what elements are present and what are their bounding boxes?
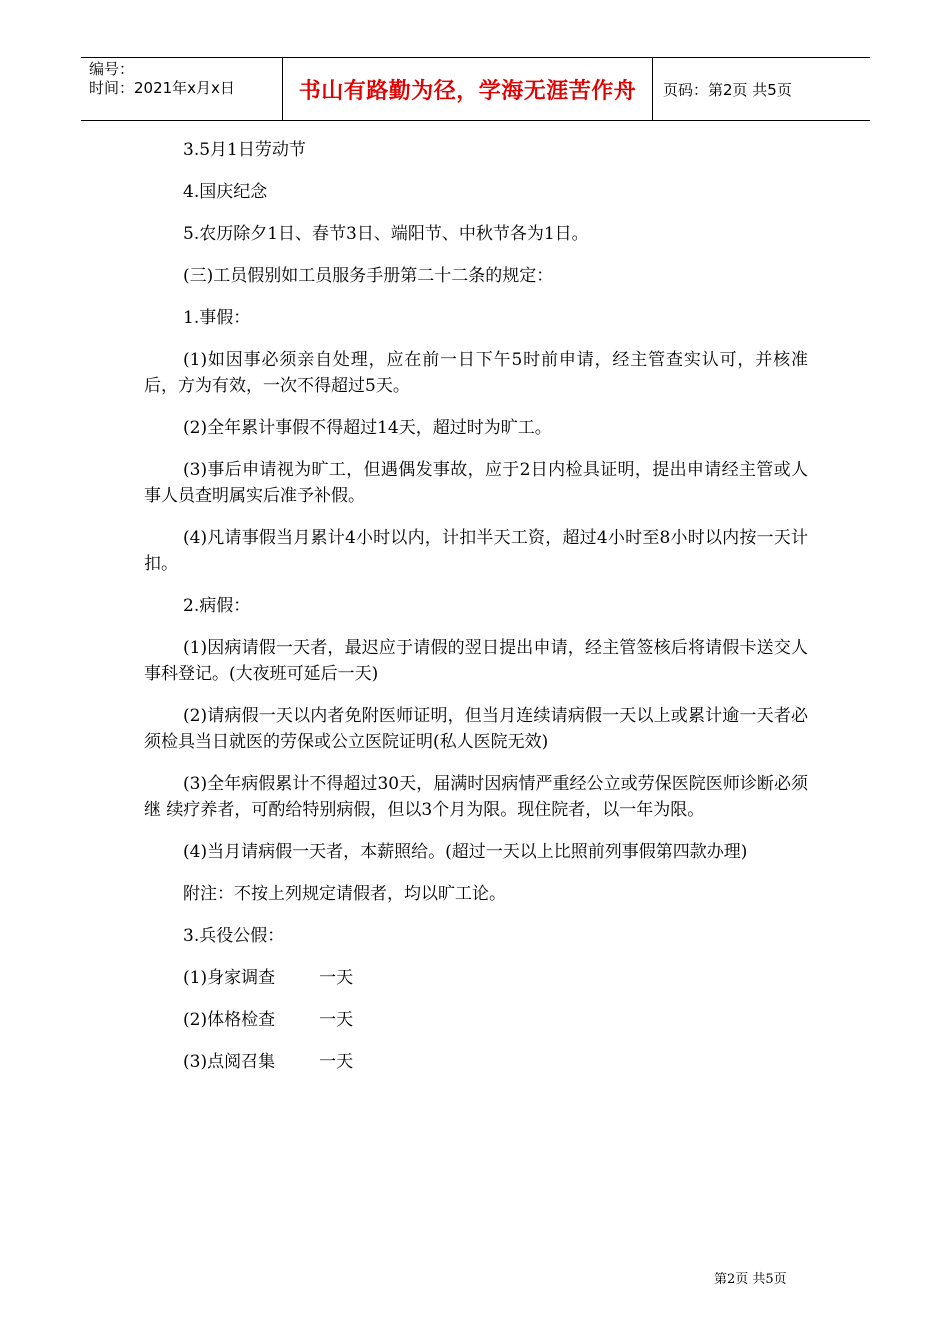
document-date-label: 时间：2021年x月x日 bbox=[89, 79, 235, 97]
paragraph: (4)凡请事假当月累计4小时以内，计扣半天工资，超过4小时至8小时以内按一天计扣。 bbox=[144, 528, 808, 574]
leave-item-days: 一天 bbox=[319, 968, 354, 988]
document-number-label: 编号： bbox=[89, 60, 135, 78]
note-paragraph: 附注：不按上列规定请假者，均以旷工论。 bbox=[183, 884, 506, 904]
paragraph: (3)全年病假累计不得超过30天，届满时因病情严重经公立或劳保医院医师诊断必须继 续疗养者，可酌给特别病假，但以3个月为限。现住院者，以一年为限。 bbox=[144, 774, 808, 820]
paragraph: (1)如因事必须亲自处理，应在前一日下午5时前申请，经主管查实认可，并核准后，方为有效，一次不得超过5天。 bbox=[144, 350, 808, 396]
list-item bbox=[144, 1049, 808, 1075]
subsection-heading: 3.兵役公假： bbox=[183, 926, 285, 946]
list-item bbox=[144, 1007, 808, 1033]
paragraph: (3)事后申请视为旷工，但遇偶发事故，应于2日内检具证明，提出申请经主管或人事人员查明属实后准予补假。 bbox=[144, 460, 808, 506]
paragraph: (4)当月请病假一天者，本薪照给。(超过一天以上比照前列事假第四款办理) bbox=[183, 842, 748, 862]
leave-item-name: (3)点阅召集 bbox=[183, 1052, 276, 1072]
leave-item-name: (1)身家调查 bbox=[183, 968, 276, 988]
leave-item-days: 一天 bbox=[319, 1052, 354, 1072]
subsection-heading: 2.病假： bbox=[183, 596, 251, 616]
paragraph: 5.农历除夕1日、春节3日、端阳节、中秋节各为1日。 bbox=[183, 224, 589, 244]
paragraph: 4.国庆纪念 bbox=[183, 182, 268, 202]
header-motto: 书山有路勤为径，学海无涯苦作舟 bbox=[283, 58, 653, 120]
leave-item-name: (2)体格检查 bbox=[183, 1010, 276, 1030]
header-meta bbox=[81, 58, 283, 120]
page-footer: 第2页 共5页 bbox=[714, 1272, 787, 1287]
leave-item-days: 一天 bbox=[319, 1010, 354, 1030]
paragraph: 3.5月1日劳动节 bbox=[183, 140, 306, 160]
subsection-heading: 1.事假： bbox=[183, 308, 251, 328]
page-header bbox=[81, 57, 870, 121]
document-body bbox=[144, 137, 808, 1091]
list-item bbox=[144, 965, 808, 991]
header-page-number: 页码：第2页 共5页 bbox=[663, 80, 792, 99]
paragraph: (2)请病假一天以内者免附医师证明，但当月连续请病假一天以上或累计逾一天者必须检具当日就医的劳保或公立医院证明(私人医院无效) bbox=[144, 706, 808, 752]
section-heading: (三)工员假别如工员服务手册第二十二条的规定： bbox=[183, 266, 554, 286]
paragraph: (2)全年累计事假不得超过14天，超过时为旷工。 bbox=[183, 418, 552, 438]
paragraph: (1)因病请假一天者，最迟应于请假的翌日提出申请，经主管签核后将请假卡送交人事科登记。(大夜班可延后一天) bbox=[144, 638, 808, 684]
